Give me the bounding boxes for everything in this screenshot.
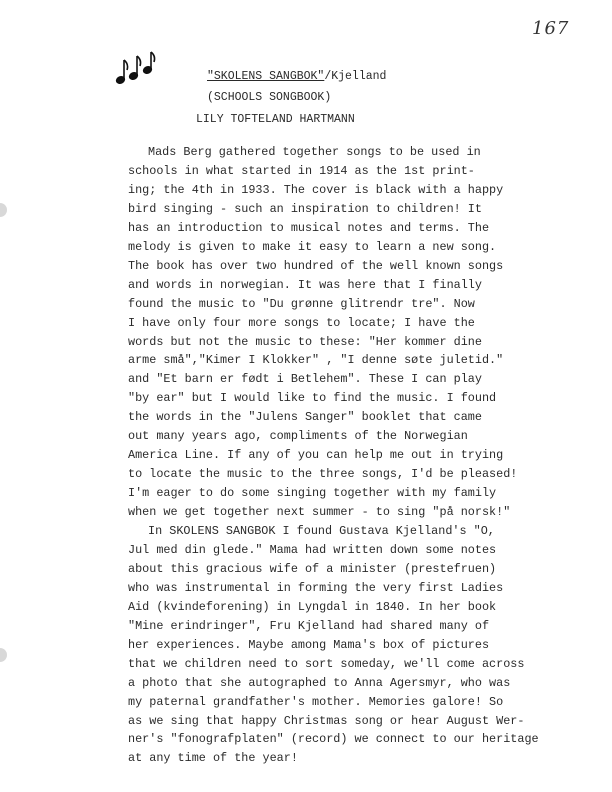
title-line	[207, 70, 386, 83]
body-line: The book has over two hundred of the well known songs	[128, 258, 504, 273]
body-line: my paternal grandfather's mother. Memories galore! So	[128, 694, 504, 709]
body-line: who was instrumental in forming the very first Ladies	[128, 580, 504, 595]
body-line: at any time of the year!	[128, 751, 298, 766]
body-line: found the music to "Du grønne glitrendr tre". Now	[128, 296, 475, 311]
body-line: ner's "fonografplaten" (record) we connect to our heritage	[128, 732, 539, 747]
body-line: words but not the music to these: "Her kommer dine	[128, 334, 482, 349]
body-line: schools in what started in 1914 as the 1st print-	[128, 163, 475, 178]
body-line: and "Et barn er født i Betlehem". These I can play	[128, 372, 482, 387]
body-line: has an introduction to musical notes and terms. The	[128, 220, 490, 235]
body-line: In SKOLENS SANGBOK I found Gustava Kjelland's "O,	[148, 524, 495, 538]
body-line: out many years ago, compliments of the Norwegian	[128, 429, 468, 444]
body-line: I have only four more songs to locate; I have the	[128, 315, 475, 330]
body-line: "by ear" but I would like to find the music. I found	[128, 391, 497, 406]
body-line: and words in norwegian. It was here that I finally	[128, 277, 482, 292]
body-line: America Line. If any of you can help me out in trying	[128, 448, 504, 463]
punch-hole-top	[0, 203, 7, 217]
body-line: Jul med din glede." Mama had written down some notes	[128, 542, 497, 557]
page-number: 167	[532, 18, 570, 39]
body-line: the words in the "Julens Sanger" booklet that came	[128, 410, 482, 425]
body-line: melody is given to make it easy to learn a new song.	[128, 239, 497, 254]
author-name: LILY TOFTELAND HARTMANN	[196, 113, 355, 126]
body-line: as we sing that happy Christmas song or hear August Wer-	[128, 713, 525, 728]
punch-hole-bottom	[0, 648, 7, 662]
body-line: to locate the music to the three songs, I'd be pleased!	[128, 467, 518, 482]
document-subtitle: (SCHOOLS SONGBOOK)	[207, 91, 332, 104]
body-line: arme små","Kimer I Klokker" , "I denne søte juletid."	[128, 353, 504, 368]
body-line: a photo that she autographed to Anna Agersmyr, who was	[128, 675, 511, 690]
body-line: Mads Berg gathered together songs to be used in	[148, 145, 481, 159]
body-line: bird singing - such an inspiration to children! It	[128, 201, 482, 216]
body-line: ing; the 4th in 1933. The cover is black with a happy	[128, 182, 504, 197]
body-line: I'm eager to do some singing together with my family	[128, 486, 497, 501]
body-line: her experiences. Maybe among Mama's box of pictures	[128, 637, 490, 652]
body-line: when we get together next summer - to sing "på norsk!"	[128, 505, 511, 520]
document-title: "SKOLENS SANGBOK"	[207, 70, 325, 83]
title-suffix: /Kjelland	[324, 70, 387, 83]
body-line: that we children need to sort someday, we'll come across	[128, 656, 525, 671]
body-line: about this gracious wife of a minister (prestefruen)	[128, 561, 497, 576]
body-line: Aid (kvindeforening) in Lyngdal in 1840. In her book	[128, 599, 497, 614]
music-notes-icon	[115, 50, 160, 88]
body-line: "Mine erindringer", Fru Kjelland had shared many of	[128, 618, 490, 633]
